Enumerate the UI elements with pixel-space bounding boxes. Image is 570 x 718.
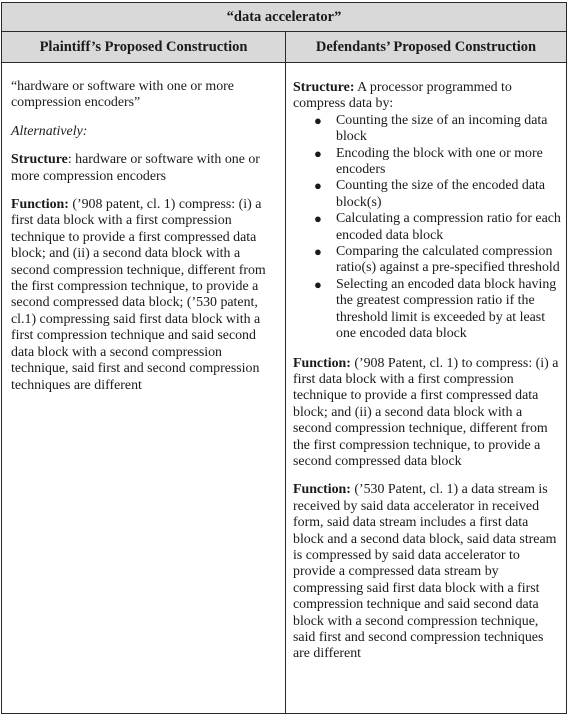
- construction-table: [1, 2, 567, 714]
- defendants-function-908-label: Function:: [293, 355, 351, 371]
- plaintiff-construction: “hardware or software with one or more compression encoders”: [11, 79, 234, 111]
- defendants-function-908: [293, 356, 562, 471]
- defendants-function-908-text: (’908 Patent, cl. 1) to compress: (i) a first data block with a first compression technique to provide a first compressed data block; and (ii) a second data block with a second compression technique, different from the first compression technique, to provide a second compressed data block: [293, 355, 559, 469]
- table-title: “data accelerator”: [2, 3, 566, 32]
- list-item: ● Calculating a compression ratio for each encoded data block: [314, 211, 561, 243]
- plaintiff-cell: [2, 63, 286, 713]
- header-defendants: Defendants’ Proposed Construction: [315, 38, 537, 55]
- plaintiff-structure-text: : hardware or software with one or more compression encoders: [11, 152, 260, 184]
- plaintiff-structure-label: Structure: [11, 152, 68, 168]
- list-item: ● Selecting an encoded data block having the greatest compression ratio if the threshold limit is exceeded by at least one encoded data block: [314, 276, 557, 342]
- defendants-structure-label: Structure:: [293, 80, 355, 95]
- plaintiff-function-text: (’908 patent, cl. 1) compress: (i) a first data block with a first compression technique to provide a first compressed data block; and (ii) a second data block with a second compression technique, different from the first compression technique, to provide a second compressed data block; (’530 patent, cl.1) compressing said first data block with a first compression technique and said second data block with a second compression technique, said first and second compression techniques are different: [11, 197, 266, 393]
- bullet-icon: ●: [314, 112, 322, 128]
- list-item: ● Counting the size of the encoded data block(s): [314, 178, 546, 210]
- bullet-icon: ●: [314, 211, 322, 227]
- defendants-structure-text: A processor programmed to compress data by:: [293, 80, 512, 112]
- defendants-structure: [293, 80, 562, 113]
- header-plaintiff: Plaintiff’s Proposed Construction: [2, 32, 286, 62]
- plaintiff-function: [11, 197, 279, 394]
- bullet-icon: ●: [314, 178, 322, 194]
- plaintiff-alternatively: Alternatively:: [11, 123, 88, 139]
- bullet-icon: ●: [314, 244, 322, 260]
- plaintiff-function-label: Function:: [11, 197, 69, 213]
- defendants-cell: [286, 63, 566, 713]
- body-row: [2, 63, 566, 713]
- bullet-icon: ●: [314, 145, 322, 161]
- header-row: [2, 32, 566, 63]
- defendants-function-530: [293, 482, 562, 662]
- bullet-icon: ●: [314, 276, 322, 292]
- defendants-function-530-label: Function:: [293, 482, 351, 498]
- list-item: ● Comparing the calculated compression ratio(s) against a pre-specified threshold: [314, 244, 560, 276]
- plaintiff-structure: [11, 152, 279, 185]
- list-item: ● Encoding the block with one or more encoders: [314, 145, 543, 178]
- defendants-steps-list: [293, 113, 562, 343]
- defendants-function-530-text: (’530 Patent, cl. 1) a data stream is received by said data accelerator in received form, said data stream includes a first data block and a second data block, said data stream is compressed by said data accelerator to provide a compressed data stream by compressing said first data block with a first compression technique and said second data block with a second compression technique, said first and second compression techniques are different: [293, 482, 557, 662]
- list-item: ● Counting the size of an incoming data block: [314, 112, 548, 145]
